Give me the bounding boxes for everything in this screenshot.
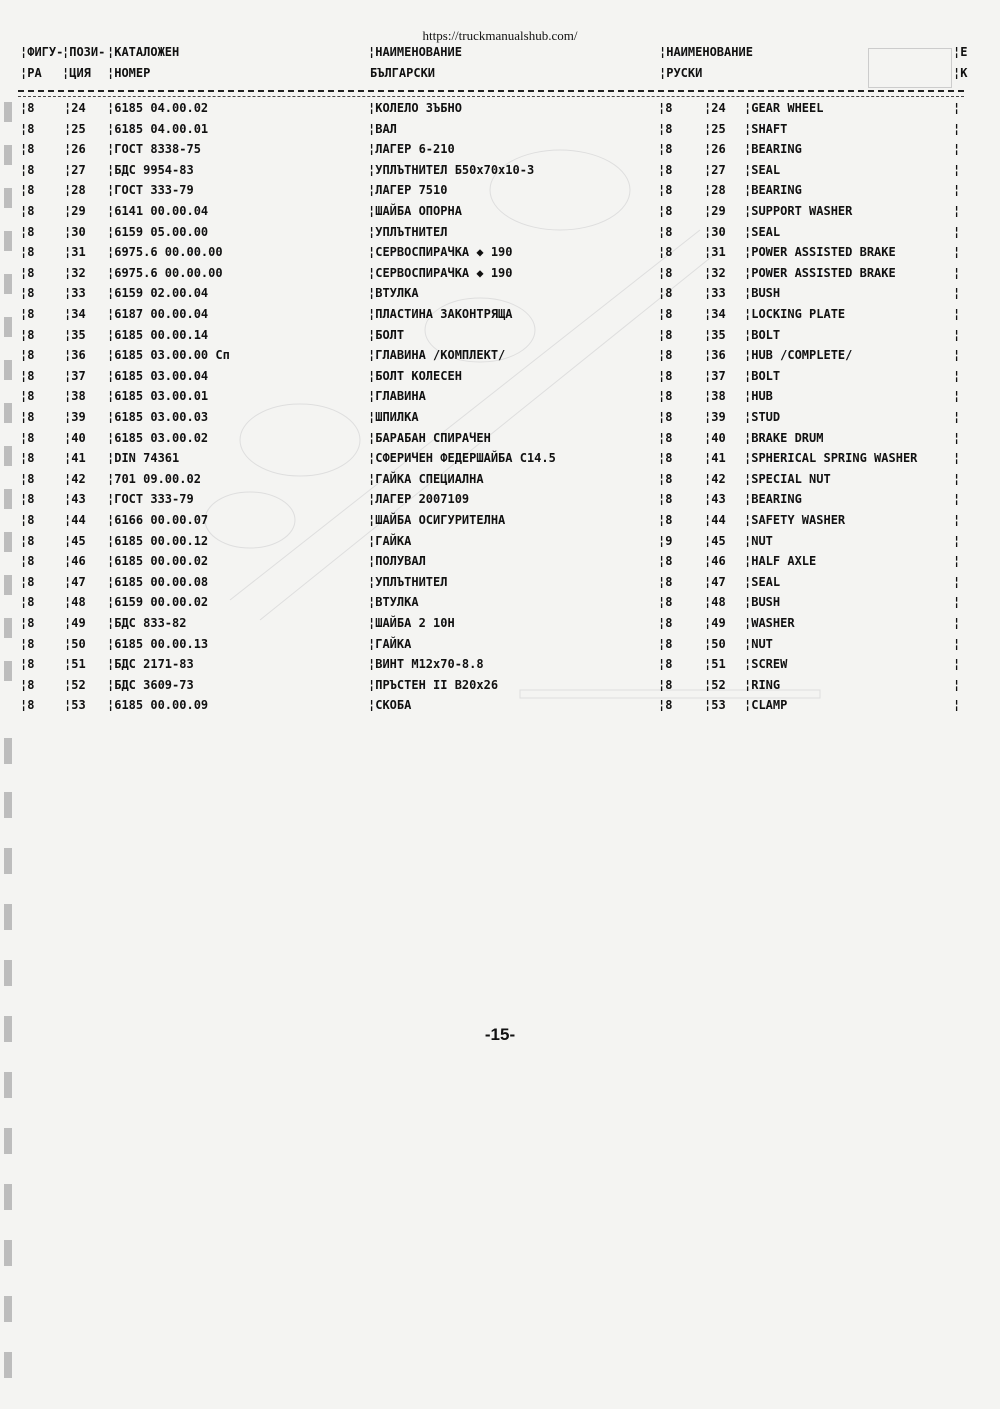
row-end-marker: ¦: [953, 368, 961, 383]
table-row: [0, 266, 1000, 286]
table-row: [0, 122, 1000, 142]
row-position-2: ¦29: [704, 204, 726, 218]
row-catalog-number: ¦6187 00.00.04: [107, 307, 209, 321]
row-catalog-number: ¦6185 04.00.02: [107, 101, 209, 115]
row-bulgarian-name: ¦ПЛАСТИНА ЗАКОНТРЯЩА: [368, 307, 513, 321]
row-end-marker: ¦: [953, 245, 961, 260]
table-row: [0, 678, 1000, 698]
row-end-marker: ¦: [953, 616, 961, 630]
row-position-2: ¦33: [704, 286, 726, 301]
row-end-marker: ¦: [953, 183, 961, 198]
row-figure-2: ¦8: [658, 224, 673, 239]
row-position: ¦33: [64, 286, 86, 301]
row-english-name: ¦SCREW: [744, 657, 788, 672]
row-end-marker: ¦: [953, 595, 961, 610]
row-figure: ¦8: [20, 183, 35, 198]
row-catalog-number: ¦6185 00.00.12: [107, 533, 209, 548]
row-figure: ¦8: [20, 533, 35, 548]
row-position: ¦25: [64, 121, 86, 136]
row-position: ¦28: [64, 183, 86, 198]
row-bulgarian-name: ¦СЕРВОСПИРАЧКА ◆ 190: [368, 265, 513, 280]
row-catalog-number: ¦ГОСТ 333-79: [107, 492, 194, 507]
row-figure-2: ¦8: [658, 554, 673, 569]
row-english-name: ¦LOCKING PLATE: [744, 307, 846, 321]
row-end-marker: ¦: [953, 513, 961, 527]
row-bulgarian-name: ¦СКОБА: [368, 698, 412, 713]
row-figure: ¦8: [20, 410, 35, 424]
row-position-2: ¦27: [704, 162, 726, 177]
row-position: ¦37: [64, 368, 86, 383]
row-end-marker: ¦: [953, 533, 961, 548]
row-end-marker: ¦: [953, 698, 961, 713]
row-position: ¦26: [64, 142, 86, 157]
row-figure: ¦8: [20, 245, 35, 260]
row-bulgarian-name: ¦СФЕРИЧЕН ФЕДЕРШАЙБА С14.5: [368, 451, 556, 466]
row-position-2: ¦48: [704, 595, 726, 610]
row-catalog-number: ¦6185 00.00.02: [107, 554, 209, 569]
row-catalog-number: ¦6975.6 00.00.00: [107, 265, 223, 280]
row-english-name: ¦SAFETY WASHER: [744, 513, 846, 527]
row-position: ¦48: [64, 595, 86, 610]
row-figure: ¦8: [20, 636, 35, 651]
row-bulgarian-name: ¦ШАЙБА ОПОРНА: [368, 204, 462, 218]
table-row: [0, 554, 1000, 574]
row-end-marker: ¦: [953, 574, 961, 589]
row-position-2: ¦39: [704, 410, 726, 424]
row-figure-2: ¦8: [658, 451, 673, 466]
row-catalog-number: ¦6185 04.00.01: [107, 121, 209, 136]
page-number: -15-: [484, 1025, 516, 1044]
table-row: [0, 616, 1000, 636]
row-position-2: ¦30: [704, 224, 726, 239]
row-catalog-number: ¦6975.6 00.00.00: [107, 245, 223, 260]
row-position: ¦46: [64, 554, 86, 569]
row-figure-2: ¦8: [658, 368, 673, 383]
row-catalog-number: ¦6159 05.00.00: [107, 224, 209, 239]
row-position: ¦35: [64, 327, 86, 342]
row-bulgarian-name: ¦БОЛТ КОЛЕСЕН: [368, 368, 462, 383]
row-catalog-number: ¦6185 03.00.00 Сп: [107, 348, 230, 363]
row-bulgarian-name: ¦ПОЛУВАЛ: [368, 554, 426, 569]
row-catalog-number: ¦БДС 833-82: [107, 616, 187, 630]
row-english-name: ¦HUB /COMPLETE/: [744, 348, 853, 363]
row-english-name: ¦SEAL: [744, 162, 781, 177]
row-end-marker: ¦: [953, 389, 961, 404]
row-position: ¦29: [64, 204, 86, 218]
row-english-name: ¦BUSH: [744, 595, 781, 610]
row-english-name: ¦SHAFT: [744, 121, 788, 136]
row-figure-2: ¦8: [658, 595, 673, 610]
row-position: ¦43: [64, 492, 86, 507]
row-position-2: ¦24: [704, 101, 726, 115]
row-figure: ¦8: [20, 657, 35, 672]
row-figure-2: ¦8: [658, 389, 673, 404]
table-row: [0, 513, 1000, 533]
row-position-2: ¦38: [704, 389, 726, 404]
row-end-marker: ¦: [953, 307, 961, 321]
row-position: ¦42: [64, 471, 86, 486]
row-figure: ¦8: [20, 430, 35, 445]
row-bulgarian-name: ¦БАРАБАН СПИРАЧЕН: [368, 430, 491, 445]
row-figure-2: ¦8: [658, 574, 673, 589]
row-bulgarian-name: ¦ШПИЛКА: [368, 410, 419, 424]
row-english-name: ¦SEAL: [744, 224, 781, 239]
row-english-name: ¦POWER ASSISTED BRAKE: [744, 245, 896, 260]
table-row: [0, 637, 1000, 657]
header-russian-label: ¦НАИМЕНОВАНИЕ: [659, 45, 753, 59]
row-bulgarian-name: ¦ВИНТ M12x70-8.8: [368, 657, 484, 672]
table-row: [0, 698, 1000, 718]
row-figure: ¦8: [20, 162, 35, 177]
row-end-marker: ¦: [953, 224, 961, 239]
row-figure: ¦8: [20, 307, 35, 321]
table-row: [0, 204, 1000, 224]
row-position-2: ¦36: [704, 348, 726, 363]
row-catalog-number: ¦6185 03.00.02: [107, 430, 209, 445]
row-catalog-number: ¦701 09.00.02: [107, 471, 201, 486]
row-bulgarian-name: ¦ГЛАВИНА /КОМПЛЕКТ/: [368, 348, 506, 363]
row-figure: ¦8: [20, 677, 35, 692]
row-catalog-number: ¦6141 00.00.04: [107, 204, 209, 218]
row-catalog-number: ¦6159 00.00.02: [107, 595, 209, 610]
row-position: ¦44: [64, 513, 86, 527]
table-row: [0, 492, 1000, 512]
row-figure: ¦8: [20, 492, 35, 507]
row-english-name: ¦HUB: [744, 389, 773, 404]
row-position-2: ¦31: [704, 245, 726, 260]
row-bulgarian-name: ¦УПЛЪТНИТЕЛ Б50x70x10-3: [368, 162, 535, 177]
row-figure-2: ¦8: [658, 245, 673, 260]
row-figure-2: ¦8: [658, 121, 673, 136]
row-english-name: ¦BOLT: [744, 368, 781, 383]
row-figure: ¦8: [20, 451, 35, 466]
row-figure: ¦8: [20, 574, 35, 589]
header-position-label: ¦ПОЗИ-: [62, 45, 106, 59]
row-bulgarian-name: ¦ЛАГЕР 7510: [368, 183, 448, 198]
table-row: [0, 348, 1000, 368]
row-catalog-number: ¦6185 00.00.13: [107, 636, 209, 651]
row-figure-2: ¦8: [658, 265, 673, 280]
row-figure: ¦8: [20, 224, 35, 239]
row-end-marker: ¦: [953, 677, 961, 692]
row-position-2: ¦43: [704, 492, 726, 507]
row-figure-2: ¦8: [658, 698, 673, 713]
table-row: [0, 575, 1000, 595]
row-end-marker: ¦: [953, 101, 961, 115]
header-catalog-label-2: ¦НОМЕР: [107, 66, 151, 80]
row-figure: ¦8: [20, 327, 35, 342]
table-row: [0, 451, 1000, 471]
row-figure-2: ¦8: [658, 348, 673, 363]
row-catalog-number: ¦ГОСТ 333-79: [107, 183, 194, 198]
table-row: [0, 369, 1000, 389]
row-figure-2: ¦8: [658, 183, 673, 198]
row-figure: ¦8: [20, 348, 35, 363]
row-figure-2: ¦8: [658, 162, 673, 177]
row-position: ¦39: [64, 410, 86, 424]
row-figure-2: ¦8: [658, 430, 673, 445]
row-end-marker: ¦: [953, 286, 961, 301]
row-end-marker: ¦: [953, 265, 961, 280]
table-row: [0, 534, 1000, 554]
row-bulgarian-name: ¦ГЛАВИНА: [368, 389, 426, 404]
table-row: [0, 286, 1000, 306]
row-position: ¦34: [64, 307, 86, 321]
row-figure: ¦8: [20, 554, 35, 569]
row-english-name: ¦RING: [744, 677, 781, 692]
row-catalog-number: ¦6185 03.00.04: [107, 368, 209, 383]
row-end-marker: ¦: [953, 142, 961, 157]
row-figure-2: ¦8: [658, 286, 673, 301]
row-position-2: ¦35: [704, 327, 726, 342]
row-end-marker: ¦: [953, 162, 961, 177]
header-figure-label-2: ¦РА: [20, 66, 42, 80]
row-figure: ¦8: [20, 265, 35, 280]
row-position: ¦27: [64, 162, 86, 177]
header-divider: [18, 90, 964, 92]
row-position-2: ¦47: [704, 574, 726, 589]
header-bulgarian-label: ¦НАИМЕНОВАНИЕ: [368, 45, 462, 59]
table-row: [0, 163, 1000, 183]
row-end-marker: ¦: [953, 451, 961, 466]
row-figure-2: ¦8: [658, 492, 673, 507]
row-bulgarian-name: ¦БОЛТ: [368, 327, 405, 342]
row-position-2: ¦28: [704, 183, 726, 198]
row-english-name: ¦BOLT: [744, 327, 781, 342]
row-position: ¦38: [64, 389, 86, 404]
row-english-name: ¦HALF AXLE: [744, 554, 817, 569]
table-row: [0, 657, 1000, 677]
row-catalog-number: ¦6159 02.00.04: [107, 286, 209, 301]
row-english-name: ¦BEARING: [744, 183, 802, 198]
row-position-2: ¦52: [704, 677, 726, 692]
row-bulgarian-name: ¦ШАЙБА ОСИГУРИТЕЛНА: [368, 513, 506, 527]
row-position-2: ¦34: [704, 307, 726, 321]
table-row: [0, 307, 1000, 327]
row-bulgarian-name: ¦ВТУЛКА: [368, 595, 419, 610]
table-row: [0, 431, 1000, 451]
row-catalog-number: ¦БДС 2171-83: [107, 657, 194, 672]
table-row: [0, 410, 1000, 430]
row-figure-2: ¦8: [658, 636, 673, 651]
header-catalog-label: ¦КАТАЛОЖЕН: [107, 45, 180, 59]
row-end-marker: ¦: [953, 121, 961, 136]
header-bulgarian-label-2: БЪЛГАРСКИ: [370, 66, 436, 80]
row-english-name: ¦SUPPORT WASHER: [744, 204, 853, 218]
row-figure: ¦8: [20, 204, 35, 218]
row-figure: ¦8: [20, 286, 35, 301]
header-end-label: ¦Е: [953, 45, 968, 59]
row-english-name: ¦STUD: [744, 410, 781, 424]
row-english-name: ¦POWER ASSISTED BRAKE: [744, 265, 896, 280]
table-row: [0, 389, 1000, 409]
row-end-marker: ¦: [953, 636, 961, 651]
row-english-name: ¦SPECIAL NUT: [744, 471, 831, 486]
row-english-name: ¦CLAMP: [744, 698, 788, 713]
header-divider-2: [18, 96, 964, 97]
row-figure-2: ¦8: [658, 677, 673, 692]
row-bulgarian-name: ¦УПЛЪТНИТЕЛ: [368, 574, 448, 589]
row-figure-2: ¦8: [658, 307, 673, 321]
row-catalog-number: ¦6185 03.00.01: [107, 389, 209, 404]
table-row: [0, 595, 1000, 615]
row-position: ¦30: [64, 224, 86, 239]
row-figure-2: ¦8: [658, 513, 673, 527]
row-position: ¦40: [64, 430, 86, 445]
row-figure: ¦8: [20, 698, 35, 713]
row-position-2: ¦37: [704, 368, 726, 383]
row-end-marker: ¦: [953, 348, 961, 363]
table-row: [0, 472, 1000, 492]
row-end-marker: ¦: [953, 471, 961, 486]
row-bulgarian-name: ¦УПЛЪТНИТЕЛ: [368, 224, 448, 239]
row-english-name: ¦BRAKE DRUM: [744, 430, 824, 445]
row-bulgarian-name: ¦ГАЙКА СПЕЦИАЛНА: [368, 471, 484, 486]
row-figure-2: ¦8: [658, 142, 673, 157]
row-position-2: ¦42: [704, 471, 726, 486]
table-row: [0, 183, 1000, 203]
row-position-2: ¦45: [704, 533, 726, 548]
header-russian-label-2: ¦РУСКИ: [659, 66, 703, 80]
row-position: ¦47: [64, 574, 86, 589]
row-figure: ¦8: [20, 101, 35, 115]
row-english-name: ¦BEARING: [744, 142, 802, 157]
row-bulgarian-name: ¦ГАЙКА: [368, 636, 412, 651]
row-end-marker: ¦: [953, 492, 961, 507]
header-end-label-2: ¦К: [953, 66, 968, 80]
row-position: ¦31: [64, 245, 86, 260]
row-catalog-number: ¦ГОСТ 8338-75: [107, 142, 201, 157]
row-end-marker: ¦: [953, 657, 961, 672]
row-figure: ¦8: [20, 616, 35, 630]
row-figure-2: ¦9: [658, 533, 673, 548]
row-english-name: ¦BEARING: [744, 492, 802, 507]
row-position-2: ¦41: [704, 451, 726, 466]
row-figure-2: ¦8: [658, 616, 673, 630]
row-position-2: ¦44: [704, 513, 726, 527]
row-catalog-number: ¦6185 00.00.09: [107, 698, 209, 713]
row-english-name: ¦SEAL: [744, 574, 781, 589]
row-bulgarian-name: ¦ВТУЛКА: [368, 286, 419, 301]
row-bulgarian-name: ¦ШАЙБА 2 10Н: [368, 616, 455, 630]
row-position: ¦51: [64, 657, 86, 672]
row-bulgarian-name: ¦ПРЪСТЕН II В20x26: [368, 677, 499, 692]
row-english-name: ¦WASHER: [744, 616, 795, 630]
table-row: [0, 101, 1000, 121]
row-catalog-number: ¦DIN 74361: [107, 451, 180, 466]
row-english-name: ¦NUT: [744, 533, 773, 548]
row-bulgarian-name: ¦СЕРВОСПИРАЧКА ◆ 190: [368, 245, 513, 260]
row-english-name: ¦BUSH: [744, 286, 781, 301]
row-position: ¦24: [64, 101, 86, 115]
table-row: [0, 245, 1000, 265]
header-position-label-2: ¦ЦИЯ: [62, 66, 91, 80]
row-figure: ¦8: [20, 471, 35, 486]
row-position-2: ¦32: [704, 265, 726, 280]
row-end-marker: ¦: [953, 204, 961, 218]
row-bulgarian-name: ¦ЛАГЕР 6-210: [368, 142, 455, 157]
table-row: [0, 328, 1000, 348]
row-position: ¦49: [64, 616, 86, 630]
row-position-2: ¦51: [704, 657, 726, 672]
row-figure: ¦8: [20, 595, 35, 610]
row-catalog-number: ¦6166 00.00.07: [107, 513, 209, 527]
row-position-2: ¦26: [704, 142, 726, 157]
table-row: [0, 142, 1000, 162]
row-catalog-number: ¦6185 00.00.14: [107, 327, 209, 342]
row-figure: ¦8: [20, 142, 35, 157]
row-figure-2: ¦8: [658, 327, 673, 342]
row-end-marker: ¦: [953, 554, 961, 569]
row-position-2: ¦49: [704, 616, 726, 630]
row-position: ¦41: [64, 451, 86, 466]
row-catalog-number: ¦6185 00.00.08: [107, 574, 209, 589]
row-position: ¦32: [64, 265, 86, 280]
row-position-2: ¦46: [704, 554, 726, 569]
row-position-2: ¦25: [704, 121, 726, 136]
row-figure: ¦8: [20, 121, 35, 136]
row-position: ¦50: [64, 636, 86, 651]
row-figure-2: ¦8: [658, 204, 673, 218]
row-catalog-number: ¦БДС 9954-83: [107, 162, 194, 177]
source-url[interactable]: https://truckmanualshub.com/: [422, 28, 578, 43]
row-position: ¦36: [64, 348, 86, 363]
row-english-name: ¦NUT: [744, 636, 773, 651]
row-bulgarian-name: ¦ВАЛ: [368, 121, 397, 136]
row-english-name: ¦GEAR WHEEL: [744, 101, 824, 115]
row-position-2: ¦50: [704, 636, 726, 651]
row-bulgarian-name: ¦ЛАГЕР 2007109: [368, 492, 470, 507]
row-position-2: ¦40: [704, 430, 726, 445]
row-catalog-number: ¦БДС 3609-73: [107, 677, 194, 692]
row-bulgarian-name: ¦КОЛЕЛО ЗЪБНО: [368, 101, 462, 115]
row-figure-2: ¦8: [658, 101, 673, 115]
header-figure-label: ¦ФИГУ-: [20, 45, 64, 59]
row-figure-2: ¦8: [658, 471, 673, 486]
table-row: [0, 225, 1000, 245]
row-end-marker: ¦: [953, 410, 961, 424]
row-end-marker: ¦: [953, 327, 961, 342]
row-end-marker: ¦: [953, 430, 961, 445]
row-english-name: ¦SPHERICAL SPRING WASHER: [744, 451, 918, 466]
row-position: ¦52: [64, 677, 86, 692]
row-position-2: ¦53: [704, 698, 726, 713]
row-catalog-number: ¦6185 03.00.03: [107, 410, 209, 424]
row-figure-2: ¦8: [658, 657, 673, 672]
row-figure-2: ¦8: [658, 410, 673, 424]
row-bulgarian-name: ¦ГАЙКА: [368, 533, 412, 548]
row-position: ¦45: [64, 533, 86, 548]
row-figure: ¦8: [20, 389, 35, 404]
row-position: ¦53: [64, 698, 86, 713]
row-figure: ¦8: [20, 368, 35, 383]
row-figure: ¦8: [20, 513, 35, 527]
